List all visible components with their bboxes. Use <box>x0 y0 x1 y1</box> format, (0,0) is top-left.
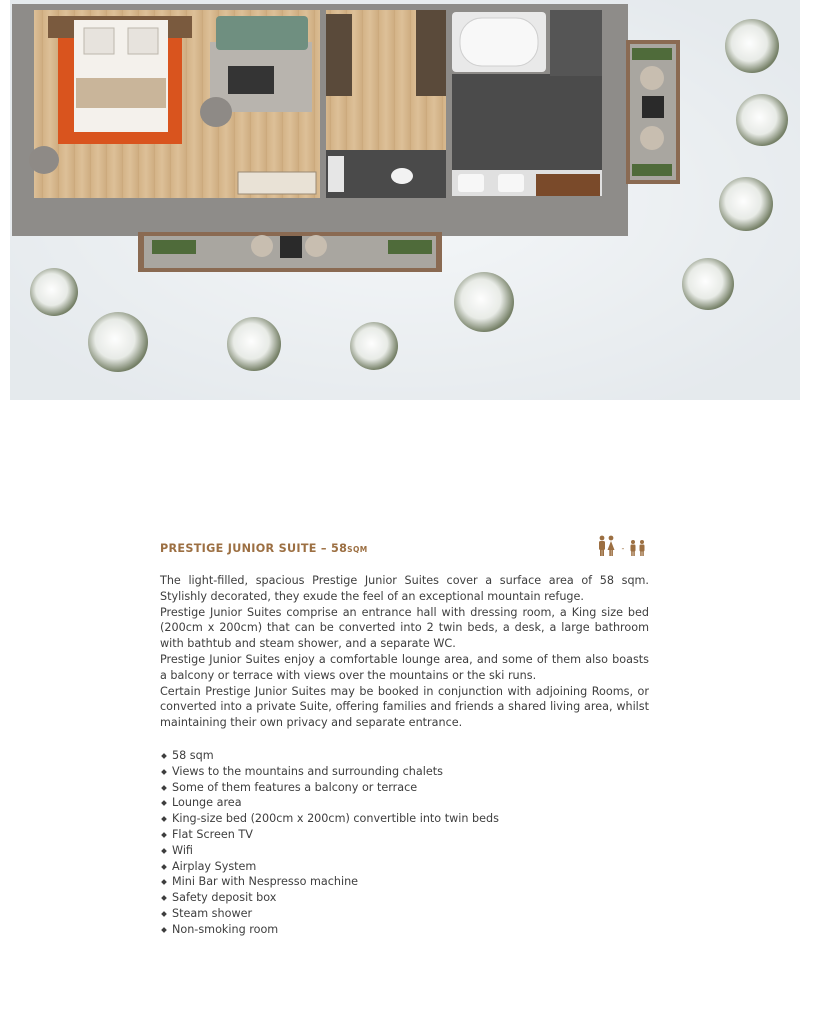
description-paragraph: Prestige Junior Suites enjoy a comfortable lounge area, and some of them also boasts a balcony or terrace with views over the mountains or the ski runs. <box>160 652 649 682</box>
suite-title-unit: SQM <box>347 545 368 554</box>
description-paragraph: Prestige Junior Suites comprise an entrance hall with dressing room, a King size bed (200cm x 200cm) that can be converted into 2 twin beds, a desk, a large bathroom with bathtub and steam shower, and a separate WC. <box>160 605 649 651</box>
feature-item: King-size bed (200cm x 200cm) convertible into twin beds <box>160 811 649 827</box>
suite-title-text: PRESTIGE JUNIOR SUITE – 58 <box>160 542 348 555</box>
occupancy-separator: - <box>621 544 625 553</box>
feature-item: Flat Screen TV <box>160 827 649 843</box>
description-paragraph: Certain Prestige Junior Suites may be booked in conjunction with adjoining Rooms, or converted into a private Suite, offering families and friends a shared living area, whilst maintaining their own privacy and separate entrance. <box>160 684 649 730</box>
feature-item: Mini Bar with Nespresso machine <box>160 874 649 890</box>
feature-list <box>160 748 649 938</box>
description <box>160 573 649 731</box>
title-row <box>160 535 649 559</box>
feature-item: Airplay System <box>160 859 649 875</box>
feature-item: Non-smoking room <box>160 922 649 938</box>
feature-item: Steam shower <box>160 906 649 922</box>
feature-item: Safety deposit box <box>160 890 649 906</box>
suite-description <box>160 535 649 938</box>
description-paragraph: The light-filled, spacious Prestige Junior Suites cover a surface area of 58 sqm. Stylishly decorated, they exude the feel of an exceptional mountain refuge. <box>160 574 649 603</box>
feature-item: Some of them features a balcony or terrace <box>160 780 649 796</box>
feature-item: Wifi <box>160 843 649 859</box>
feature-item: Lounge area <box>160 795 649 811</box>
floor-plan-illustration <box>10 0 800 400</box>
feature-item: 58 sqm <box>160 748 649 764</box>
two-adults-plus-two-children-icon <box>597 535 649 557</box>
feature-item: Views to the mountains and surrounding chalets <box>160 764 649 780</box>
suite-title <box>160 542 368 555</box>
